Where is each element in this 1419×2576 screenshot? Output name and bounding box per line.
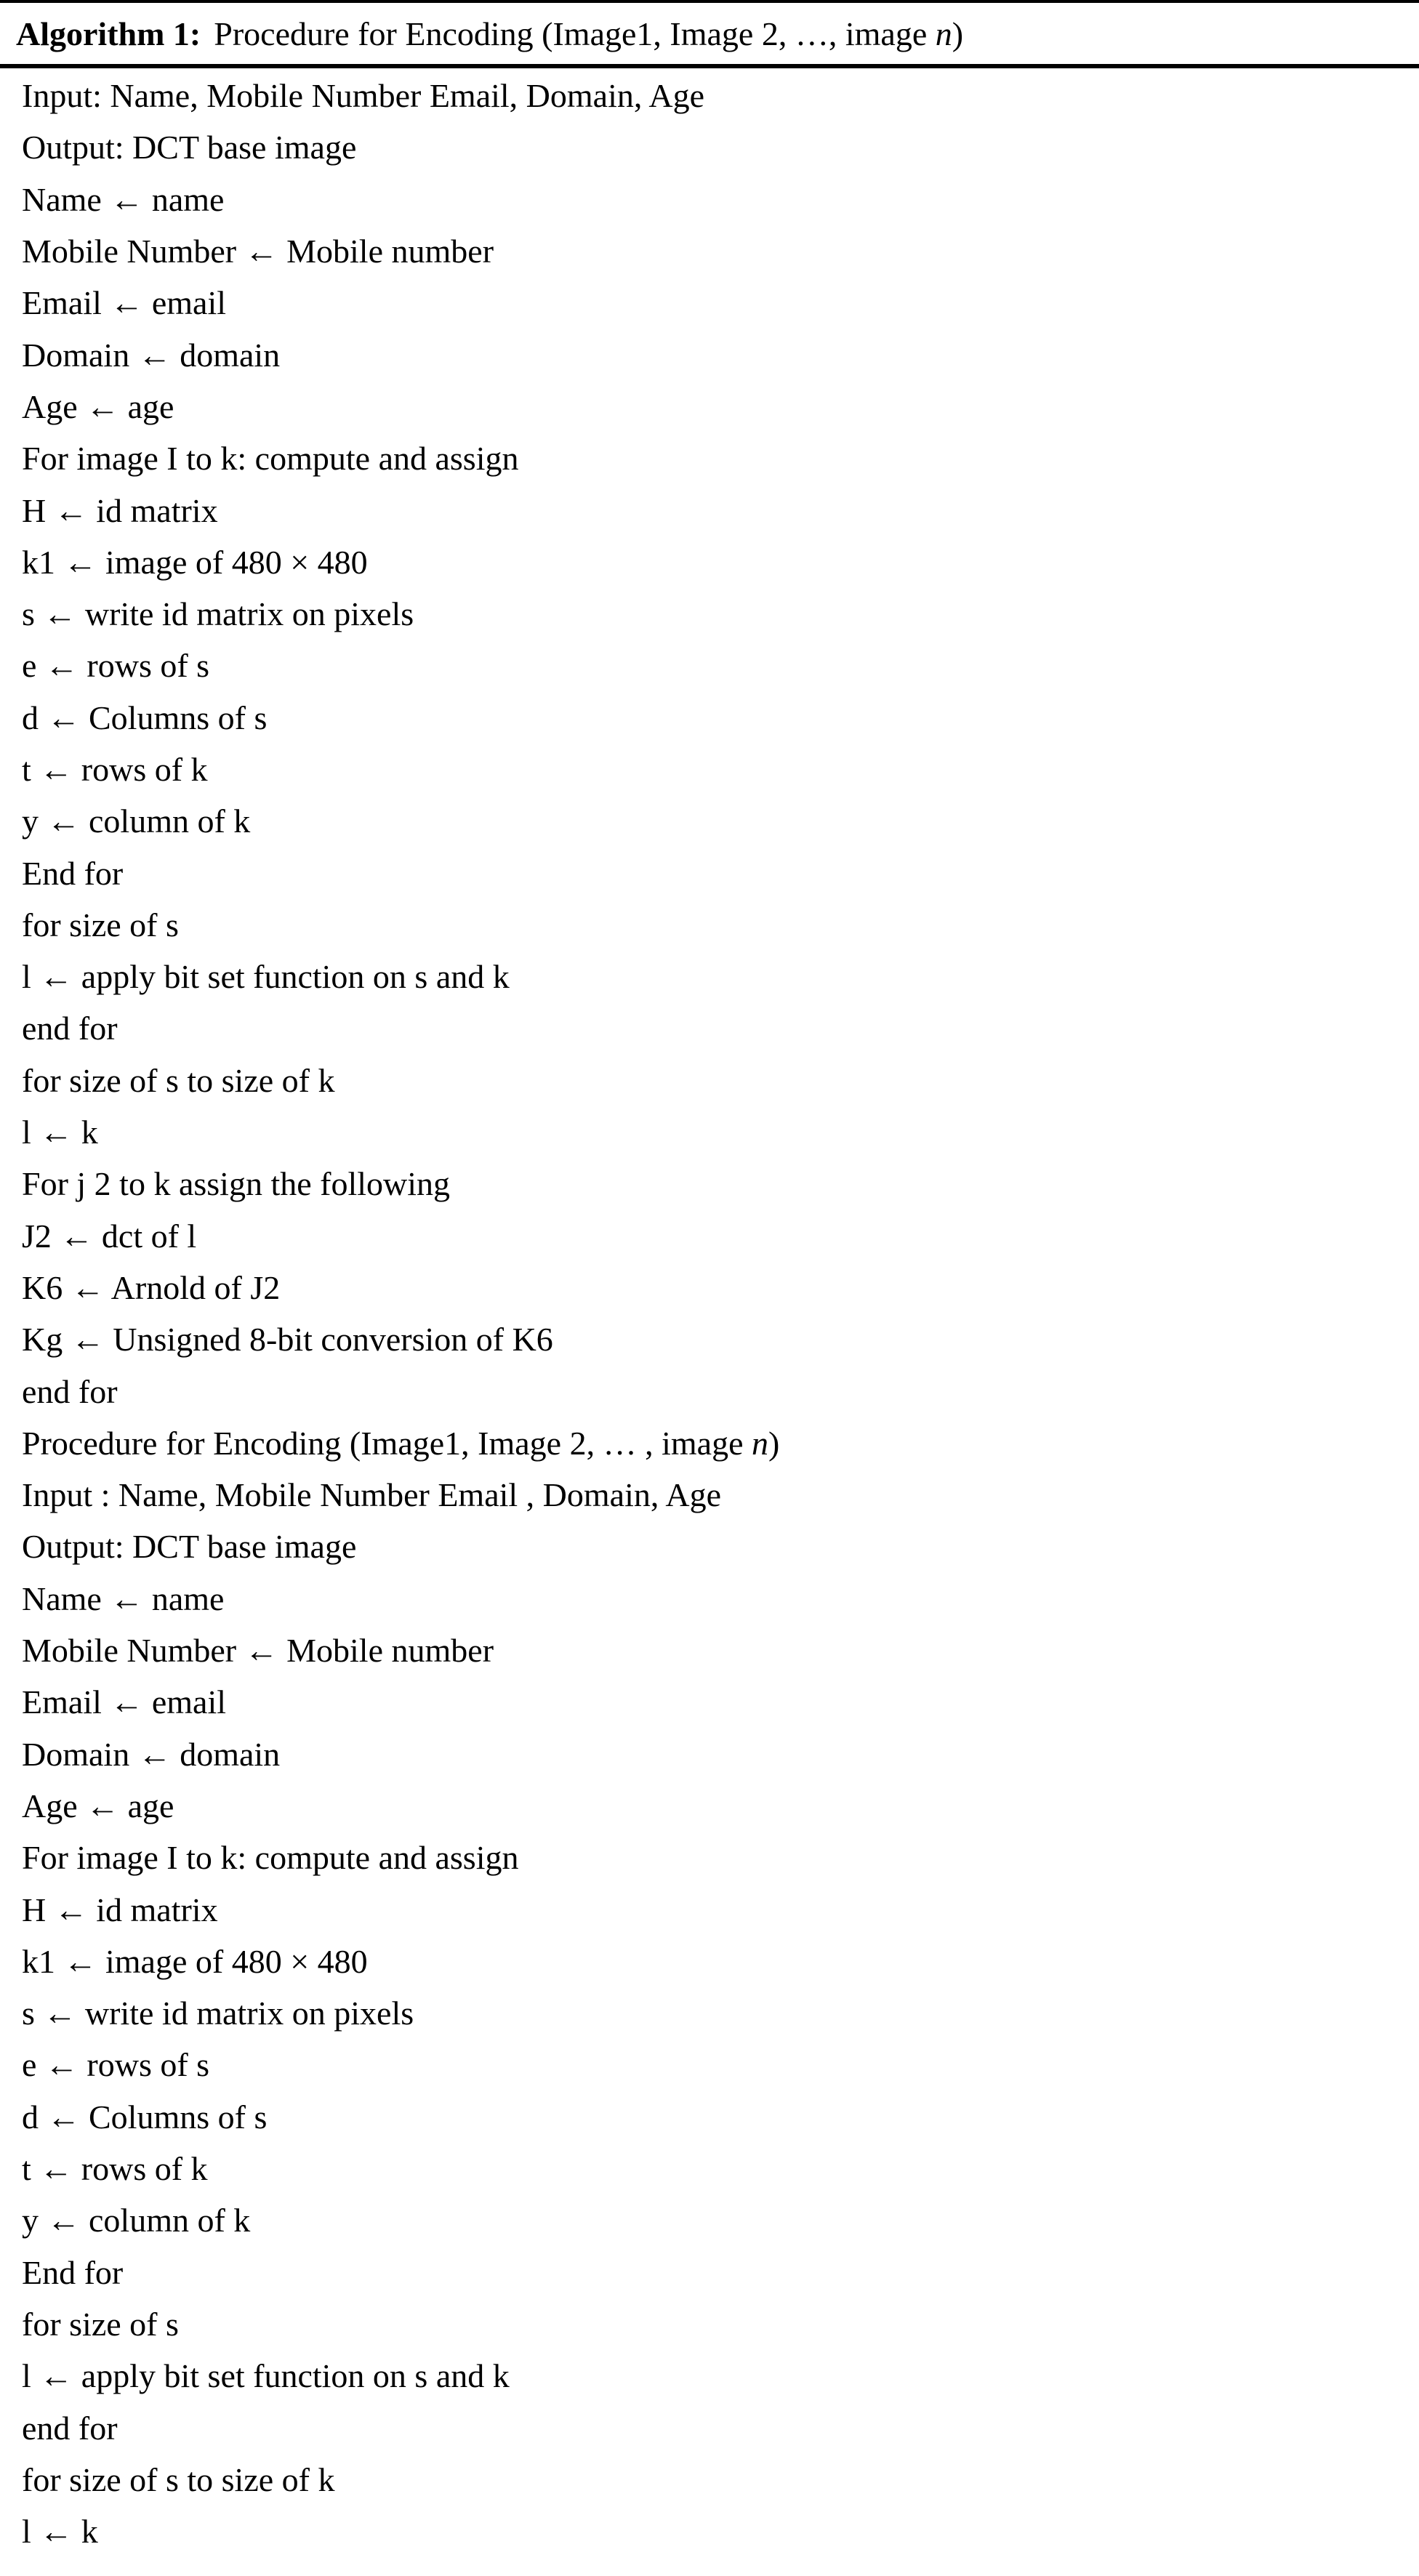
line-text: t ← rows of k xyxy=(22,751,208,788)
algorithm-line xyxy=(22,1158,1419,1209)
algorithm-line xyxy=(22,381,1419,432)
algorithm-line xyxy=(22,329,1419,380)
algorithm-line xyxy=(22,1573,1419,1625)
line-text: ) xyxy=(768,1424,780,1462)
line-text: e ← rows of s xyxy=(22,2046,210,2084)
algorithm-line xyxy=(22,899,1419,951)
line-text: Procedure for Encoding (Image1, Image 2, … , image xyxy=(22,1424,752,1462)
line-text: Mobile Number ← Mobile number xyxy=(22,233,494,270)
algorithm-line xyxy=(22,2039,1419,2090)
algorithm-line xyxy=(22,174,1419,225)
line-text: Domain ← domain xyxy=(22,336,281,374)
algorithm-body xyxy=(0,68,1419,2557)
line-text: for size of s to size of k xyxy=(22,2460,335,2498)
algorithm-line xyxy=(22,1780,1419,1832)
algorithm-line xyxy=(22,536,1419,588)
line-text: for size of s xyxy=(22,2305,179,2343)
algorithm-line xyxy=(22,1832,1419,1883)
algorithm-line xyxy=(22,951,1419,1002)
line-text: H ← id matrix xyxy=(22,1891,218,1928)
line-text: Kg ← Unsigned 8-bit conversion of K6 xyxy=(22,1321,553,1359)
algorithm-line xyxy=(22,1936,1419,1987)
line-text: Email ← email xyxy=(22,1683,227,1721)
algorithm-header xyxy=(0,3,1419,64)
algorithm-line xyxy=(22,1106,1419,1158)
algorithm-line xyxy=(22,795,1419,847)
line-text: Email ← email xyxy=(22,284,227,322)
algorithm-line xyxy=(22,1055,1419,1106)
line-text: e ← rows of s xyxy=(22,647,210,685)
algorithm-line xyxy=(22,1728,1419,1780)
algorithm-line xyxy=(22,2454,1419,2505)
line-text: t ← rows of k xyxy=(22,2150,208,2188)
line-text: Output: DCT base image xyxy=(22,1528,357,1566)
algorithm-line xyxy=(22,1313,1419,1365)
algorithm-line xyxy=(22,1417,1419,1469)
algorithm-line xyxy=(22,225,1419,277)
algorithm-line xyxy=(22,1625,1419,1676)
line-text: Output: DCT base image xyxy=(22,129,357,166)
algorithm-number-label: Algorithm 1: xyxy=(16,15,201,52)
line-text: end for xyxy=(22,1010,118,1047)
algorithm-line xyxy=(22,2505,1419,2557)
line-text: Domain ← domain xyxy=(22,1735,281,1773)
line-text: end for xyxy=(22,1372,118,1410)
algorithm-line xyxy=(22,121,1419,173)
algorithm-line xyxy=(22,2402,1419,2453)
line-text: K6 ← Arnold of J2 xyxy=(22,1268,281,1306)
line-text: d ← Columns of s xyxy=(22,2098,268,2136)
algorithm-line xyxy=(22,277,1419,329)
line-text: Age ← age xyxy=(22,387,174,425)
algorithm-line xyxy=(22,1883,1419,1935)
line-text: Age ← age xyxy=(22,1787,174,1824)
algorithm-title-close: ) xyxy=(952,15,964,52)
line-text: s ← write id matrix on pixels xyxy=(22,1995,414,2032)
algorithm-line xyxy=(22,1210,1419,1262)
line-text: Mobile Number ← Mobile number xyxy=(22,1632,494,1670)
algorithm-line xyxy=(22,588,1419,640)
line-text: Name ← name xyxy=(22,180,225,218)
line-text: l ← apply bit set function on s and k xyxy=(22,2357,510,2395)
algorithm-line xyxy=(22,2194,1419,2246)
algorithm-title-variable: n xyxy=(935,15,952,52)
line-text: Input : Name, Mobile Number Email , Domain, Age xyxy=(22,1476,721,1514)
line-text: k1 ← image of 480 × 480 xyxy=(22,1942,368,1980)
algorithm-title-text: Procedure for Encoding (Image1, Image 2, …, image xyxy=(214,15,936,52)
line-text: for size of s xyxy=(22,906,179,943)
algorithm-line xyxy=(22,2298,1419,2350)
algorithm-line xyxy=(22,70,1419,121)
line-text: Input: Name, Mobile Number Email, Domain, Age xyxy=(22,77,704,115)
line-variable: n xyxy=(751,1424,768,1462)
algorithm-line xyxy=(22,1365,1419,1417)
algorithm-line xyxy=(22,432,1419,484)
line-text: For image I to k: compute and assign xyxy=(22,1839,519,1877)
algorithm-line xyxy=(22,2091,1419,2143)
line-text: end for xyxy=(22,2409,118,2447)
line-text: d ← Columns of s xyxy=(22,699,268,736)
line-text: End for xyxy=(22,2253,124,2291)
algorithm-line xyxy=(22,484,1419,536)
algorithm-line xyxy=(22,640,1419,691)
line-text: y ← column of k xyxy=(22,2202,251,2239)
line-text: l ← k xyxy=(22,1114,98,1151)
algorithm-line xyxy=(22,1262,1419,1313)
algorithm-line xyxy=(22,692,1419,744)
algorithm-line xyxy=(22,847,1419,898)
line-text: y ← column of k xyxy=(22,802,251,840)
algorithm-line xyxy=(22,2143,1419,2194)
line-text: For image I to k: compute and assign xyxy=(22,440,519,478)
algorithm-line xyxy=(22,2350,1419,2402)
algorithm-line xyxy=(22,2246,1419,2298)
algorithm-line xyxy=(22,1521,1419,1572)
line-text: Name ← name xyxy=(22,1579,225,1617)
line-text: J2 ← dct of l xyxy=(22,1217,197,1255)
line-text: End for xyxy=(22,854,124,892)
algorithm-line xyxy=(22,1987,1419,2039)
algorithm-line xyxy=(22,1676,1419,1728)
line-text: s ← write id matrix on pixels xyxy=(22,595,414,633)
line-text: l ← apply bit set function on s and k xyxy=(22,958,510,996)
line-text: for size of s to size of k xyxy=(22,1061,335,1099)
algorithm-line xyxy=(22,744,1419,795)
line-text: l ← k xyxy=(22,2513,98,2551)
algorithm-line xyxy=(22,1002,1419,1054)
line-text: k1 ← image of 480 × 480 xyxy=(22,543,368,581)
line-text: For j 2 to k assign the following xyxy=(22,1165,451,1203)
line-text: H ← id matrix xyxy=(22,491,218,529)
algorithm-line xyxy=(22,1469,1419,1521)
